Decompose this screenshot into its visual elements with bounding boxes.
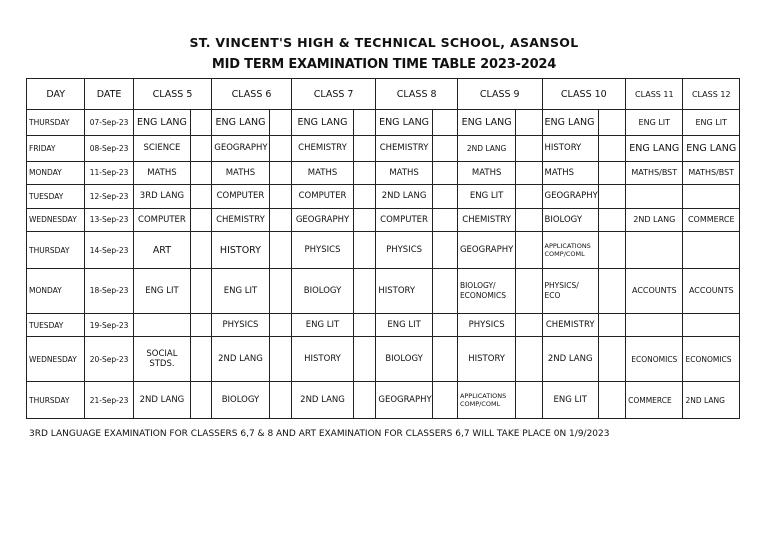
cell-class6: HISTORY [212, 232, 269, 268]
cell-class10: MATHS [542, 161, 598, 185]
table-row [27, 185, 740, 209]
cell-class11: 2ND LANG [626, 208, 683, 232]
cell-class5: ART [133, 232, 190, 268]
cell-class12 [683, 185, 740, 209]
table-row [27, 337, 740, 382]
cell-class5: COMPUTER [133, 208, 190, 232]
cell-class5: 3RD LANG [133, 185, 190, 209]
cell-day: THURSDAY [27, 110, 85, 136]
cell-class10: GEOGRAPHY [542, 185, 598, 209]
cell-class7: BIOLOGY [291, 268, 353, 313]
cell-class5 [133, 313, 190, 337]
cell-class12 [683, 232, 740, 268]
cell-class7: COMPUTER [291, 185, 353, 209]
cell-class11: MATHS/BST [626, 161, 683, 185]
cell-class8: PHYSICS [376, 232, 432, 268]
table-row [27, 135, 740, 161]
table-header-row [27, 79, 740, 110]
cell-class11 [626, 185, 683, 209]
cell-day: FRIDAY [27, 135, 85, 161]
cell-class7: CHEMISTRY [291, 135, 353, 161]
table-row [27, 313, 740, 337]
col-header-class9: CLASS 9 [457, 79, 542, 110]
cell-class12: ENG LIT [683, 110, 740, 136]
cell-class9: ENG LIT [457, 185, 515, 209]
cell-class9: GEOGRAPHY [457, 232, 515, 268]
cell-class10: CHEMISTRY [542, 313, 598, 337]
col-header-class7: CLASS 7 [291, 79, 376, 110]
col-header-class12: CLASS 12 [683, 79, 740, 110]
cell-day: WEDNESDAY [27, 337, 85, 382]
cell-day: THURSDAY [27, 232, 85, 268]
cell-class6: BIOLOGY [212, 382, 269, 419]
cell-class8: GEOGRAPHY [376, 382, 432, 419]
cell-date: 12-Sep-23 [85, 185, 133, 209]
cell-class12: COMMERCE [683, 208, 740, 232]
cell-date: 13-Sep-23 [85, 208, 133, 232]
cell-class9: APPLICATIONS COMP/COML [457, 382, 515, 419]
cell-date: 21-Sep-23 [85, 382, 133, 419]
page-title: MID TERM EXAMINATION TIME TABLE 2023-2024 [211, 57, 557, 72]
cell-class6: ENG LIT [212, 268, 269, 313]
cell-class7: MATHS [291, 161, 353, 185]
cell-class8: ENG LIT [376, 313, 432, 337]
cell-day: TUESDAY [27, 185, 85, 209]
table-row [27, 208, 740, 232]
cell-day: THURSDAY [27, 382, 85, 419]
cell-class7: GEOGRAPHY [291, 208, 353, 232]
cell-class10: 2ND LANG [542, 337, 598, 382]
cell-day: WEDNESDAY [27, 208, 85, 232]
cell-class7: 2ND LANG [291, 382, 353, 419]
cell-class12: ENG LANG [683, 135, 740, 161]
cell-class5: 2ND LANG [133, 382, 190, 419]
cell-class10: BIOLOGY [542, 208, 598, 232]
cell-class12: 2ND LANG [683, 382, 740, 419]
cell-day: TUESDAY [27, 313, 85, 337]
cell-class5: MATHS [133, 161, 190, 185]
cell-class7: ENG LANG [291, 110, 353, 136]
cell-class11: ENG LIT [626, 110, 683, 136]
cell-class11: ACCOUNTS [626, 268, 683, 313]
cell-class5: SCIENCE [133, 135, 190, 161]
table-row [27, 382, 740, 419]
cell-class9: ENG LANG [457, 110, 515, 136]
cell-class7: HISTORY [291, 337, 353, 382]
cell-class5: SOCIAL STDS. [133, 337, 190, 382]
col-header-date: DATE [85, 79, 133, 110]
cell-class10: PHYSICS/ ECO [542, 268, 598, 313]
cell-class5: ENG LIT [133, 268, 190, 313]
cell-class8: COMPUTER [376, 208, 432, 232]
cell-date: 19-Sep-23 [85, 313, 133, 337]
cell-class9: MATHS [457, 161, 515, 185]
cell-date: 11-Sep-23 [85, 161, 133, 185]
cell-class10: APPLICATIONS COMP/COML [542, 232, 598, 268]
cell-class6: 2ND LANG [212, 337, 269, 382]
cell-class12: ACCOUNTS [683, 268, 740, 313]
cell-class6: ENG LANG [212, 110, 269, 136]
school-name: ST. VINCENT'S HIGH & TECHNICAL SCHOOL, ASANSOL [189, 35, 579, 50]
cell-class6: MATHS [212, 161, 269, 185]
cell-class9: 2ND LANG [457, 135, 515, 161]
col-header-class11: CLASS 11 [626, 79, 683, 110]
cell-class9: HISTORY [457, 337, 515, 382]
table-row [27, 268, 740, 313]
col-header-class8: CLASS 8 [376, 79, 458, 110]
cell-class10: ENG LANG [542, 110, 598, 136]
cell-class11: COMMERCE [626, 382, 683, 419]
cell-class10: HISTORY [542, 135, 598, 161]
table-row [27, 110, 740, 136]
cell-date: 14-Sep-23 [85, 232, 133, 268]
timetable [26, 78, 740, 419]
cell-class12: MATHS/BST [683, 161, 740, 185]
cell-day: MONDAY [27, 268, 85, 313]
cell-class11: ECONOMICS [626, 337, 683, 382]
table-row [27, 232, 740, 268]
cell-class12 [683, 313, 740, 337]
cell-date: 08-Sep-23 [85, 135, 133, 161]
cell-class7: ENG LIT [291, 313, 353, 337]
col-header-class5: CLASS 5 [133, 79, 212, 110]
cell-class7: PHYSICS [291, 232, 353, 268]
cell-class5: ENG LANG [133, 110, 190, 136]
cell-date: 18-Sep-23 [85, 268, 133, 313]
cell-class11 [626, 232, 683, 268]
cell-class11 [626, 313, 683, 337]
cell-class8: 2ND LANG [376, 185, 432, 209]
cell-class9: PHYSICS [457, 313, 515, 337]
cell-day: MONDAY [27, 161, 85, 185]
cell-class12: ECONOMICS [683, 337, 740, 382]
cell-class8: HISTORY [376, 268, 432, 313]
cell-date: 20-Sep-23 [85, 337, 133, 382]
cell-class6: PHYSICS [212, 313, 269, 337]
cell-class6: COMPUTER [212, 185, 269, 209]
table-row [27, 161, 740, 185]
cell-class9: CHEMISTRY [457, 208, 515, 232]
cell-class9: BIOLOGY/ ECONOMICS [457, 268, 515, 313]
cell-class8: CHEMISTRY [376, 135, 432, 161]
footnote: 3RD LANGUAGE EXAMINATION FOR CLASSERS 6,7 & 8 AND ART EXAMINATION FOR CLASSERS 6,7 WILL TAKE PLACE 0N 1/9/2023 [29, 429, 610, 439]
cell-class10: ENG LIT [542, 382, 598, 419]
cell-class6: CHEMISTRY [212, 208, 269, 232]
cell-class6: GEOGRAPHY [212, 135, 269, 161]
cell-date: 07-Sep-23 [85, 110, 133, 136]
cell-class8: MATHS [376, 161, 432, 185]
cell-class8: BIOLOGY [376, 337, 432, 382]
cell-class11: ENG LANG [626, 135, 683, 161]
cell-class8: ENG LANG [376, 110, 432, 136]
col-header-class10: CLASS 10 [542, 79, 626, 110]
col-header-class6: CLASS 6 [212, 79, 292, 110]
col-header-day: DAY [27, 79, 85, 110]
